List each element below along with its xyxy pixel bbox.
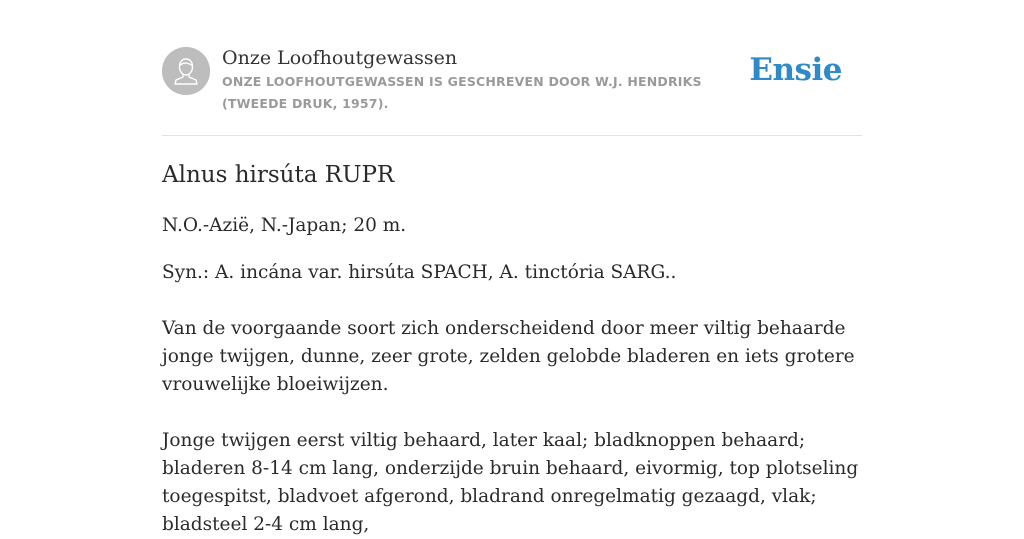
page-container: [162, 0, 862, 535]
source-header: [162, 0, 862, 136]
source-description: ONZE LOOFHOUTGEWASSEN IS GESCHREVEN DOOR W.J. HENDRIKS (TWEEDE DRUK, 1957).: [222, 74, 702, 111]
ensie-logo[interactable]: Ensie: [749, 52, 842, 88]
entry-title: Alnus hirsúta RUPR: [162, 162, 395, 188]
entry-paragraph-details: Jonge twijgen eerst viltig behaard, later kaal; bladknoppen behaard; bladeren 8-14 cm lang, onderzijde bruin behaard, eivormig, top plotseling toegespitst, bladvoet afgerond, bladrand onregelmatig gezaagd, vlak; bladsteel 2-4 cm lang,: [162, 430, 859, 535]
source-title[interactable]: Onze Loofhoutgewassen: [222, 47, 458, 69]
entry-paragraph-description: Van de voorgaande soort zich onderscheidend door meer viltig behaarde jonge twijgen, dunne, zeer grote, zelden gelobde bladeren en iets grotere vrouwelijke bloeiwijzen.: [162, 318, 855, 395]
user-avatar-icon[interactable]: [162, 47, 210, 95]
entry-paragraph-synonyms: Syn.: A. incána var. hirsúta SPACH, A. tinctória SARG..: [162, 262, 677, 283]
entry-paragraph-distribution: N.O.-Azië, N.-Japan; 20 m.: [162, 215, 407, 236]
